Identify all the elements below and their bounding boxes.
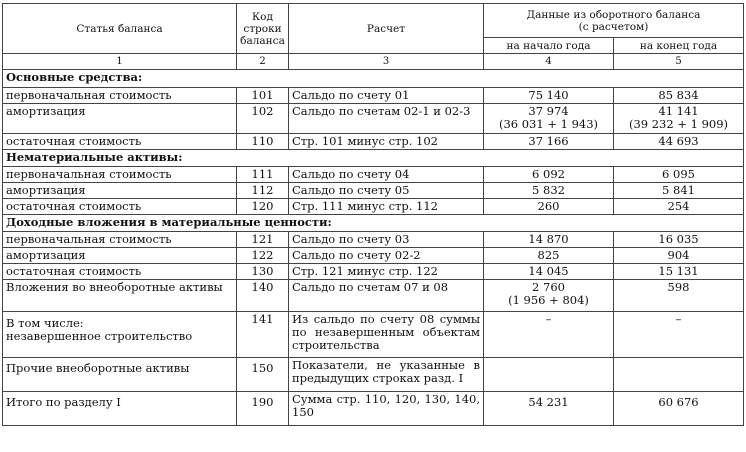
start-value: 14 870 xyxy=(484,232,614,248)
col-number: 5 xyxy=(614,54,744,70)
table-row xyxy=(3,183,744,199)
section-row xyxy=(3,70,744,88)
column-numbers-row xyxy=(3,54,744,70)
code-cell: 111 xyxy=(237,167,289,183)
start-value: 75 140 xyxy=(484,88,614,104)
section-title: Нематериальные активы: xyxy=(3,150,744,167)
item-cell: первоначальная стоимость xyxy=(3,88,237,104)
end-value: 15 131 xyxy=(614,264,744,280)
table-row xyxy=(3,358,744,392)
item-cell: Прочие внеоборотные активы xyxy=(3,358,237,392)
start-value: 5 832 xyxy=(484,183,614,199)
end-value: 598 xyxy=(614,280,744,312)
end-value: 6 095 xyxy=(614,167,744,183)
start-value: 54 231 xyxy=(484,392,614,426)
end-detail: (39 232 + 1 909) xyxy=(628,117,729,131)
item-cell xyxy=(3,312,237,358)
table-row xyxy=(3,88,744,104)
code-cell: 101 xyxy=(237,88,289,104)
calc-cell: Показатели, не указанные в предыдущих строках разд. I xyxy=(289,358,484,392)
item-cell: первоначальная стоимость xyxy=(3,232,237,248)
item-cell: остаточная стоимость xyxy=(3,134,237,150)
item-line: В том числе: xyxy=(6,316,84,330)
code-cell: 140 xyxy=(237,280,289,312)
table-row xyxy=(3,248,744,264)
header-calc: Расчет xyxy=(289,4,484,54)
calc-cell: Из сальдо по счету 08 суммы по незавершенным объектам строительства xyxy=(289,312,484,358)
start-total: 37 974 xyxy=(528,104,569,118)
balance-table xyxy=(2,3,744,426)
table-row xyxy=(3,167,744,183)
item-cell: первоначальная стоимость xyxy=(3,167,237,183)
code-cell: 190 xyxy=(237,392,289,426)
end-value: – xyxy=(614,312,744,358)
code-cell: 130 xyxy=(237,264,289,280)
item-cell: амортизация xyxy=(3,183,237,199)
start-value: 14 045 xyxy=(484,264,614,280)
item-cell: остаточная стоимость xyxy=(3,199,237,215)
end-value: 60 676 xyxy=(614,392,744,426)
code-cell: 141 xyxy=(237,312,289,358)
header-end: на конец года xyxy=(614,38,744,54)
header-start: на начало года xyxy=(484,38,614,54)
col-number: 3 xyxy=(289,54,484,70)
table-row-total xyxy=(3,392,744,426)
calc-cell: Стр. 121 минус стр. 122 xyxy=(289,264,484,280)
code-cell: 121 xyxy=(237,232,289,248)
code-cell: 102 xyxy=(237,104,289,134)
end-value: 5 841 xyxy=(614,183,744,199)
calc-cell: Сумма стр. 110, 120, 130, 140, 150 xyxy=(289,392,484,426)
calc-cell: Стр. 111 минус стр. 112 xyxy=(289,199,484,215)
start-value: 825 xyxy=(484,248,614,264)
col-number: 4 xyxy=(484,54,614,70)
header-data: Данные из оборотного баланса (с расчетом) xyxy=(484,4,744,38)
table-row xyxy=(3,104,744,134)
col-number: 1 xyxy=(3,54,237,70)
calc-cell: Сальдо по счетам 07 и 08 xyxy=(289,280,484,312)
code-cell: 110 xyxy=(237,134,289,150)
calc-cell: Сальдо по счету 05 xyxy=(289,183,484,199)
start-value xyxy=(484,358,614,392)
calc-cell: Сальдо по счетам 02-1 и 02-3 xyxy=(289,104,484,134)
end-total: 41 141 xyxy=(658,104,699,118)
table-row xyxy=(3,199,744,215)
table-row xyxy=(3,134,744,150)
end-value xyxy=(614,358,744,392)
start-value: 37 166 xyxy=(484,134,614,150)
start-value: 260 xyxy=(484,199,614,215)
item-cell: Итого по разделу I xyxy=(3,392,237,426)
item-cell: амортизация xyxy=(3,248,237,264)
end-value: 16 035 xyxy=(614,232,744,248)
section-row xyxy=(3,215,744,232)
start-value: – xyxy=(484,312,614,358)
start-total: 2 760 xyxy=(532,280,565,294)
start-value xyxy=(484,280,614,312)
start-detail: (36 031 + 1 943) xyxy=(498,117,599,131)
header-item: Статья баланса xyxy=(3,4,237,54)
calc-cell: Сальдо по счету 01 xyxy=(289,88,484,104)
calc-cell: Сальдо по счету 02-2 xyxy=(289,248,484,264)
code-cell: 150 xyxy=(237,358,289,392)
code-cell: 112 xyxy=(237,183,289,199)
code-cell: 120 xyxy=(237,199,289,215)
col-number: 2 xyxy=(237,54,289,70)
end-value: 85 834 xyxy=(614,88,744,104)
section-title: Основные средства: xyxy=(3,70,744,88)
section-row xyxy=(3,150,744,167)
header-code: Код строки баланса xyxy=(237,4,289,54)
end-value: 904 xyxy=(614,248,744,264)
start-value: 6 092 xyxy=(484,167,614,183)
calc-cell: Стр. 101 минус стр. 102 xyxy=(289,134,484,150)
end-value: 254 xyxy=(614,199,744,215)
code-cell: 122 xyxy=(237,248,289,264)
table-row xyxy=(3,312,744,358)
start-value xyxy=(484,104,614,134)
header-row xyxy=(3,4,744,38)
item-line: незавершенное строительство xyxy=(6,329,193,343)
table-row xyxy=(3,232,744,248)
end-value: 44 693 xyxy=(614,134,744,150)
item-cell: остаточная стоимость xyxy=(3,264,237,280)
calc-cell: Сальдо по счету 03 xyxy=(289,232,484,248)
item-cell: амортизация xyxy=(3,104,237,134)
section-title: Доходные вложения в материальные ценности: xyxy=(3,215,744,232)
item-cell: Вложения во внеоборотные активы xyxy=(3,280,237,312)
calc-cell: Сальдо по счету 04 xyxy=(289,167,484,183)
table-row xyxy=(3,280,744,312)
start-detail: (1 956 + 804) xyxy=(508,293,589,307)
table-row xyxy=(3,264,744,280)
end-value xyxy=(614,104,744,134)
